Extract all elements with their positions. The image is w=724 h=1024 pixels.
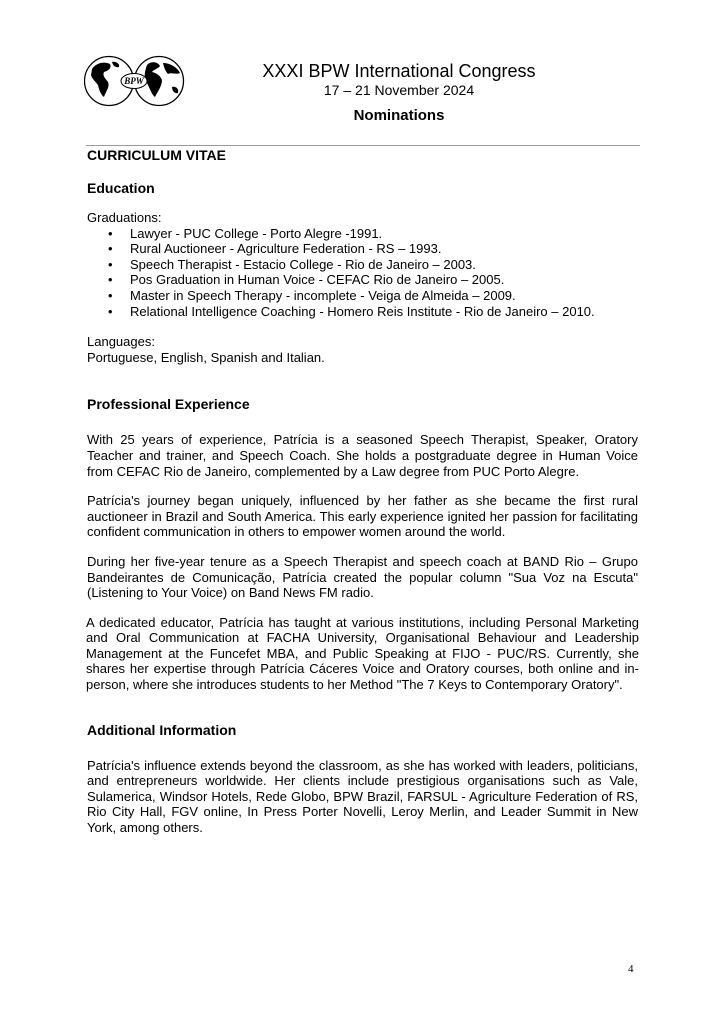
bullet-icon: •: [108, 272, 113, 288]
list-item: • Relational Intelligence Coaching - Homero Reis Institute - Rio de Janeiro – 2010.: [108, 303, 595, 319]
professional-paragraph: During her five-year tenure as a Speech Therapist and speech coach at BAND Rio – Grupo Bandeirantes de Comunicação, Patrícia created the popular column "Sua Voz na Escuta" (Listening to Your Voice) on Band News FM radio.: [87, 553, 638, 601]
list-item: • Speech Therapist - Estacio College - Rio de Janeiro – 2003.: [108, 256, 476, 272]
list-item: • Rural Auctioneer - Agriculture Federation - RS – 1993.: [108, 241, 442, 257]
svg-text:BPW: BPW: [124, 76, 144, 86]
bullet-icon: •: [108, 241, 113, 257]
list-item: • Lawyer - PUC College - Porto Alegre -1991.: [108, 225, 383, 241]
additional-heading: Additional Information: [87, 721, 237, 738]
nominations-heading: Nominations: [353, 107, 445, 124]
education-heading: Education: [87, 180, 155, 196]
bullet-icon: •: [108, 287, 113, 303]
page-number: 4: [628, 963, 634, 975]
bullet-icon: •: [108, 256, 113, 272]
cv-title: CURRICULUM VITAE: [87, 147, 226, 163]
professional-paragraph: With 25 years of experience, Patrícia is a seasoned Speech Therapist, Speaker, Oratory Teacher and trainer, and Speech Coach. She holds a postgraduate degree in Human Voice from CEFAC Rio de Janeiro, complemented by a Law degree from PUC Porto Alegre.: [87, 432, 638, 479]
bullet-icon: •: [108, 225, 113, 241]
professional-paragraph: Patrícia's journey began uniquely, influenced by her father as she became the first rural auctioneer in Brazil and South America. This early experience ignited her passion for facilitating confident communication in others to empower women around the world.: [87, 493, 638, 540]
cv-content: [87, 146, 638, 836]
additional-paragraph: Patrícia's influence extends beyond the classroom, as she has worked with leaders, politicians, and entrepreneurs worldwide. Her clients include prestigious organisations such as Vale, Sulamerica, Windsor Hotels, Rede Globo, BPW Brazil, FARSUL - Agriculture Federation of RS, Rio City Hall, FGV online, In Press Porter Novelli, Leroy Merlin, and Leader Summit in New York, among others.: [87, 757, 638, 836]
bpw-logo: [84, 55, 186, 107]
congress-dates: 17 – 21 November 2024: [323, 82, 475, 98]
languages-label: Languages:: [87, 334, 155, 350]
graduations-label: Graduations:: [87, 210, 162, 225]
list-item: • Pos Graduation in Human Voice - CEFAC Rio de Janeiro – 2005.: [108, 272, 505, 288]
professional-paragraph: A dedicated educator, Patrícia has taught at various institutions, including Personal Marketing and Oral Communication at FACHA University, Organisational Behaviour and Leadership Management at the Funcefet MBA, and Public Speaking at FIJO - PUC/RS. Currently, she shares her expertise through Patrícia Cáceres Voice and Oratory courses, both online and in-person, where she introduces students to her Method "The 7 Keys to Contemporary Oratory".: [86, 614, 639, 693]
graduations-list: [87, 226, 638, 320]
professional-heading: Professional Experience: [87, 396, 250, 413]
languages-value: Portuguese, English, Spanish and Italian.: [87, 349, 325, 365]
list-item: • Master in Speech Therapy - incomplete - Veiga de Almeida – 2009.: [108, 287, 516, 303]
bullet-icon: •: [108, 303, 113, 319]
congress-title: XXXI BPW International Congress: [262, 61, 536, 81]
